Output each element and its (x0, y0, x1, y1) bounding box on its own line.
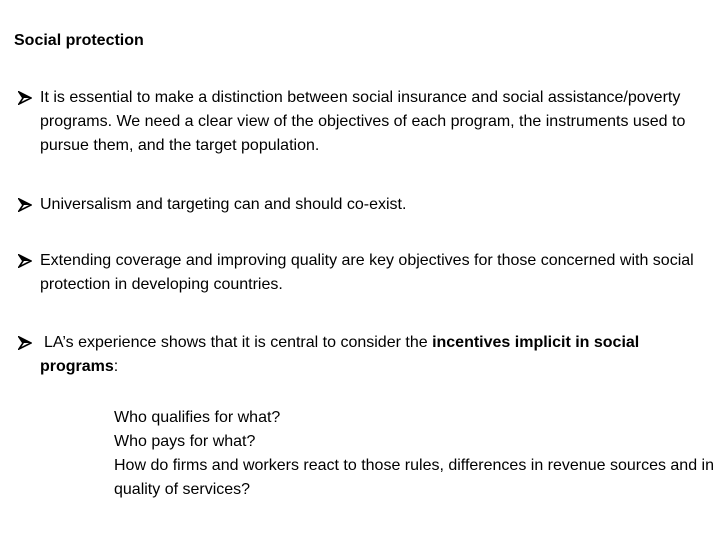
bullet-text: Universalism and targeting can and should co-exist. (40, 196, 407, 213)
bullet-item (18, 86, 714, 158)
question-item: Who pays for what? (114, 433, 256, 450)
bullet-text: It is essential to make a distinction between social insurance and social assistance/poverty programs. We need a clear view of the objectives of each program, the instruments used to pursue them, and the target population. (40, 89, 686, 154)
bullet-text-emphasis-cont: programs (40, 358, 114, 375)
question-list (114, 406, 714, 502)
arrowhead-bullet-icon (18, 331, 34, 355)
bullet-text (40, 331, 714, 379)
arrowhead-bullet-icon (18, 86, 34, 110)
bullet-text: Extending coverage and improving quality are key objectives for those concerned with social protection in developing countries. (40, 252, 694, 293)
bullet-item (18, 193, 714, 217)
bullet-text-suffix: : (113, 358, 119, 375)
question-item: How do firms and workers react to those rules, differences in revenue sources and in quality of services? (114, 457, 714, 498)
bullet-text-emphasis: incentives implicit in social (432, 334, 640, 351)
bullet-item (18, 249, 714, 297)
bullet-text-prefix: LA’s experience shows that it is central to consider the (44, 334, 428, 351)
slide-title: Social protection (14, 32, 144, 49)
bullet-item (18, 331, 714, 379)
question-item: Who qualifies for what? (114, 409, 281, 426)
arrowhead-bullet-icon (18, 193, 34, 217)
arrowhead-bullet-icon (18, 249, 34, 273)
